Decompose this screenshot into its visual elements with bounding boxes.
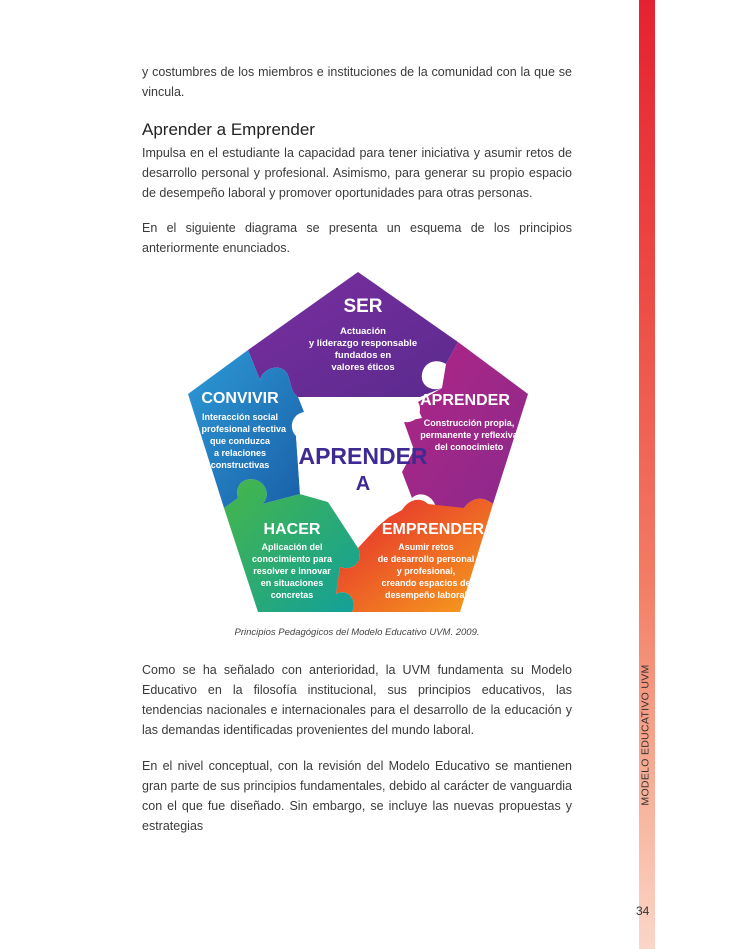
emprender-line-2: de desarrollo personal xyxy=(377,554,475,564)
paragraph-3: Como se ha señalado con anterioridad, la UVM fundamenta su Modelo Educativo en la filosofía institucional, sus principios educativos, las tendencias nacionales e internacionales para el desarrollo de la educación y las demandas identificadas provenientes del mundo laboral. xyxy=(142,663,572,737)
emprender-line-4: creando espacios de xyxy=(381,578,471,588)
side-label xyxy=(632,650,660,820)
center-title: APRENDER xyxy=(298,443,428,469)
emprender-line-1: Asumir retos xyxy=(398,542,454,552)
diagram-svg xyxy=(188,272,528,617)
center-subtitle: A xyxy=(355,473,371,495)
convivir-line-5: constructivas xyxy=(210,460,270,470)
convivir-line-2: y profesional efectiva xyxy=(193,424,287,434)
figure-caption: Principios Pedagógicos del Modelo Educativo UVM. 2009. xyxy=(234,627,480,638)
convivir-title: CONVIVIR xyxy=(201,390,279,407)
hacer-line-1: Aplicación del xyxy=(261,542,323,552)
paragraph-4: En el nivel conceptual, con la revisión del Modelo Educativo se mantienen gran parte de sus principios fundamentales, debido al carácter de vanguardia con el que fue diseñado. Sin embargo, se incluye las nuevas propuestas y estrategias xyxy=(142,759,572,833)
side-label-text: MODELO EDUCATIVO UVM xyxy=(640,664,652,806)
convivir-line-3: que conduzca xyxy=(209,436,271,446)
ser-title: SER xyxy=(343,296,383,317)
hacer-title: HACER xyxy=(263,521,321,538)
emprender-title: EMPRENDER xyxy=(381,521,485,538)
convivir-line-1: Interacción social xyxy=(201,412,279,422)
paragraph-2: En el siguiente diagrama se presenta un esquema de los principios anteriormente enunciados. xyxy=(142,221,572,255)
ser-line-1: Actuación xyxy=(340,326,386,337)
section-heading: Aprender a Emprender xyxy=(142,120,315,139)
aprender-title: APRENDER xyxy=(420,392,510,409)
principles-diagram xyxy=(188,272,528,617)
intro-paragraph: y costumbres de los miembros e instituciones de la comunidad con la que se vincula. xyxy=(142,65,572,99)
aprender-line-2: permanente y reflexiva xyxy=(420,430,518,440)
emprender-line-5: desempeño laboral xyxy=(384,590,468,600)
aprender-line-3: del conocimieto xyxy=(434,442,504,452)
convivir-line-4: a relaciones xyxy=(213,448,267,458)
page-number: 34 xyxy=(636,904,650,918)
hacer-line-2: conocimiento para xyxy=(251,554,333,564)
ser-line-2: y liderazgo responsable xyxy=(308,338,418,349)
aprender-line-1: Construcción propia, xyxy=(423,418,515,428)
emprender-line-3: y profesional, xyxy=(396,566,456,576)
hacer-line-3: resolver e innovar xyxy=(253,566,331,576)
ser-line-3: fundados en xyxy=(334,350,392,361)
paragraph-1: Impulsa en el estudiante la capacidad para tener iniciativa y asumir retos de desarrollo personal y profesional. Asimismo, para generar su propio espacio de desempeño laboral y promover oportunidades para otras personas. xyxy=(142,146,572,200)
ser-line-4: valores éticos xyxy=(331,362,395,373)
hacer-line-4: en situaciones xyxy=(260,578,324,588)
hacer-line-5: concretas xyxy=(270,590,314,600)
